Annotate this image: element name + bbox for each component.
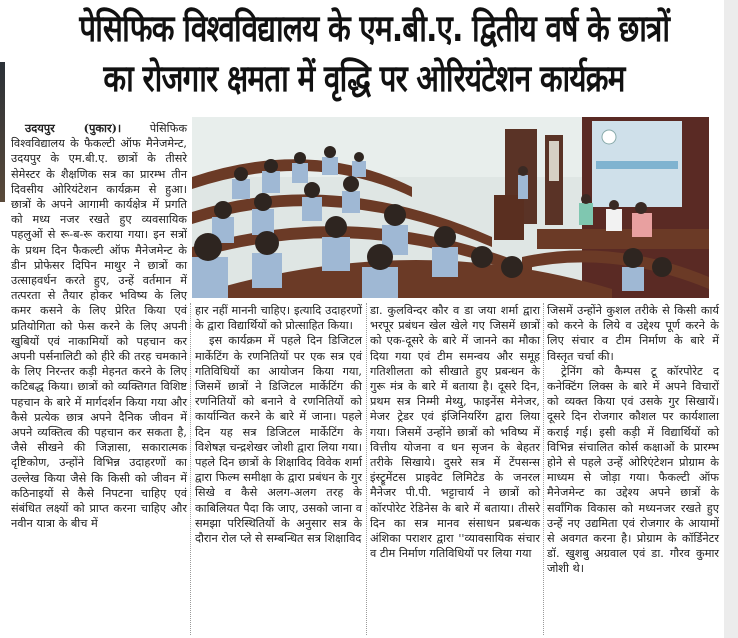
photo-illustration <box>192 117 709 298</box>
article-paragraph: इस कार्यक्रम में पहले दिन डिजिटल मार्केटिंग के रणनितियों पर एक सत्र एवं गतिविधियों का आयोजन किया गया, जिसमें छात्रों ने डिजिटल मार्केटिंग की रणनितियों को बनाने वे रणनितियों को कार्यान्वित करने के बारे में जाना। पहले दिन यह सत्र डिजिटल मार्केटिंग के विशेषज्ञ चन्द्रशेखर जोशी द्वारा लिया गया। पहले दिन छात्रों के शिक्षाविद विवेक शर्मा द्वारा फिल्म समीक्षा के द्वारा प्रबंधन के गुर सिखे व कैसे अलग-अलग तरह के काबिलियत पैदा कि जाए, उसको जाना व समझा परिस्थितियों के अनुसार सत्र के दौरान रोल प्ले से सम्बन्धित सत्र शिक्षाविद <box>195 334 362 546</box>
article-column-4 <box>547 303 719 577</box>
column-divider <box>190 303 191 635</box>
article-column-1 <box>11 121 187 531</box>
article-paragraph <box>11 121 187 531</box>
headline-line-2: का रोजगार क्षमता में वृद्धि पर ओरियंटेशन कार्यक्रम <box>103 57 625 100</box>
page-margin-strip <box>724 0 738 638</box>
lecture-hall-photo <box>192 117 709 298</box>
adjacent-photo-edge <box>0 62 5 202</box>
column-divider <box>543 303 544 635</box>
article-text: पेसिफिक विश्वविद्यालय के फैकल्टी ऑफ मैनेजमेन्ट, उदयपुर के एम.बी.ए. छात्रों के तीसरे सेमेस्टर के शैक्षणिक सत्र का प्रारम्भ तीन दिवसीय ओरियंटेशन कार्यक्रम से हुआ। छात्रों के अपने आगामी कार्यक्षेत्र में प्रगति को मध्य नजर रखते हुए व्यवसायिक पहलुओं से रू-ब-रू कराया गया। इन सत्रों के प्रथम दिन फैकल्टी ऑफ मैनेजमेन्ट के डीन प्रोफेसर दिपिन माथुर ने छात्रों का उत्साहवर्धन करते हुए, उन्हें वर्तमान में तत्परता से तैयार होकर भविष्य के लिए कमर कसने के लिए प्रेरित किया एवं प्रतियोगिता को फेस करने के लिए अपनी खुबियों एवं नाकामियों को पहचान कर अपनी पर्सनालिटी को हीरे की तरह चमकाने के लिए निरन्तर कड़ी मेहनत करने के लिए कटिबद्ध किया। छात्रों को व्यक्तिगत विशिष्ट पहचान के बारे में मार्गदर्शन किया गया और कैसे प्रत्येक छात्र अपने दैनिक जीवन में अपने व्यक्तित्व की पहचान कर सकता है, जैसे सीखने की जिज्ञासा, सकारात्मक दृष्टिकोण, उन्होंने विभिन्न उदाहरणों का उल्लेख किया जैसे कि किसी को जीवन में कठिनाइयों से कैसे निपटना चाहिए एवं संबंधित लक्ष्यों को प्राप्त करना चाहिए और नवीन यात्रा के बीच में <box>11 122 187 531</box>
article-paragraph: ट्रेनिंग को कैम्पस टू कॉरपोरेट द कनेक्टिंग लिक्स के बारे में अपने विचारों को व्यक्त किया एवं उसके गुर सिखायें। दूसरे दिन रोजगार कौशल पर कार्यशाला कराई गई। इसी कड़ी में विद्यार्थियों को विभिन्न संचालित कोर्स कक्षाओं के प्रारम्भ होने से पहले उन्हें ओरिएंटेशन प्रोग्राम के माध्यम से जोड़ा गया। फैकल्टी ऑफ मैनेजमेन्ट का उद्देश्य अपने छात्रों के सर्वांगिक विकास को मध्यनजर रखते हुए उन्हें नए उद्यमिता एवं रोजगार के आयामों से अवगत करना है। प्रोग्राम के कॉर्डिनेटर डॉ. खुशबु अग्रवाल एवं डा. गौरव कुमार जोशी थे। <box>547 364 719 576</box>
article-paragraph: हार नहीं माननी चाहिए। इत्यादि उदाहरणों के द्वारा विद्यार्थियों को प्रोत्साहित किया। <box>195 304 362 333</box>
column-divider <box>366 303 367 635</box>
article-paragraph: डा. कुलविन्दर कौर व डा जया शर्मा द्वारा भरपूर प्रबंधन खेल खेले गए जिसमें छात्रों को एक-दूसरे के बारे में जानने का मौका दिया गया एवं टीम समन्वय और समूह गतिशीलता को सीखाते हुए प्रबन्धन के गुरू मंत्र के बारे में बताया है। दूसरे दिन, प्रथम सत्र निम्मी मेथ्यु, फाइनेंस मेनेजर, मेजर ट्रेडर एवं इंजिनियरिंग द्वारा लिया गया। जिसमें उन्होंने छात्रों को भविष्य में वित्तीय योजना व धन सृजन के बेहतर तरीके सिखाये। दुसरे सत्र में टेंपसन्स इंस्ट्रूमेंटस प्राइवेट लिमिटेड के जनरल मैनेजर पी.पी. भट्टाचार्य ने छात्रों को कॉरपोरेट रेडिनेस के बारे में बताया। तीसरे दिन का सत्र मानव संसाधन प्रबन्धक अंशिका पराशर द्वारा ''व्यावसायिक संचार व टीम निर्माण गतिविधियों पर लिया गया <box>370 304 540 561</box>
headline <box>8 4 720 104</box>
dateline: उदयपुर (पुकार)। <box>25 121 122 135</box>
headline-line-1: पेसिफिक विश्वविद्यालय के एम.बी.ए. द्वितीय वर्ष के छात्रों <box>79 7 670 50</box>
article-column-2 <box>195 303 362 546</box>
article-column-3 <box>370 303 540 561</box>
article-paragraph: जिसमें उन्होंने कुशल तरीके से किसी कार्य को करने के लिये व उद्देश्य पूर्ण करने के लिए संचार व टीम निर्माण के बारे में विस्तृत चर्चा की। <box>547 304 719 363</box>
